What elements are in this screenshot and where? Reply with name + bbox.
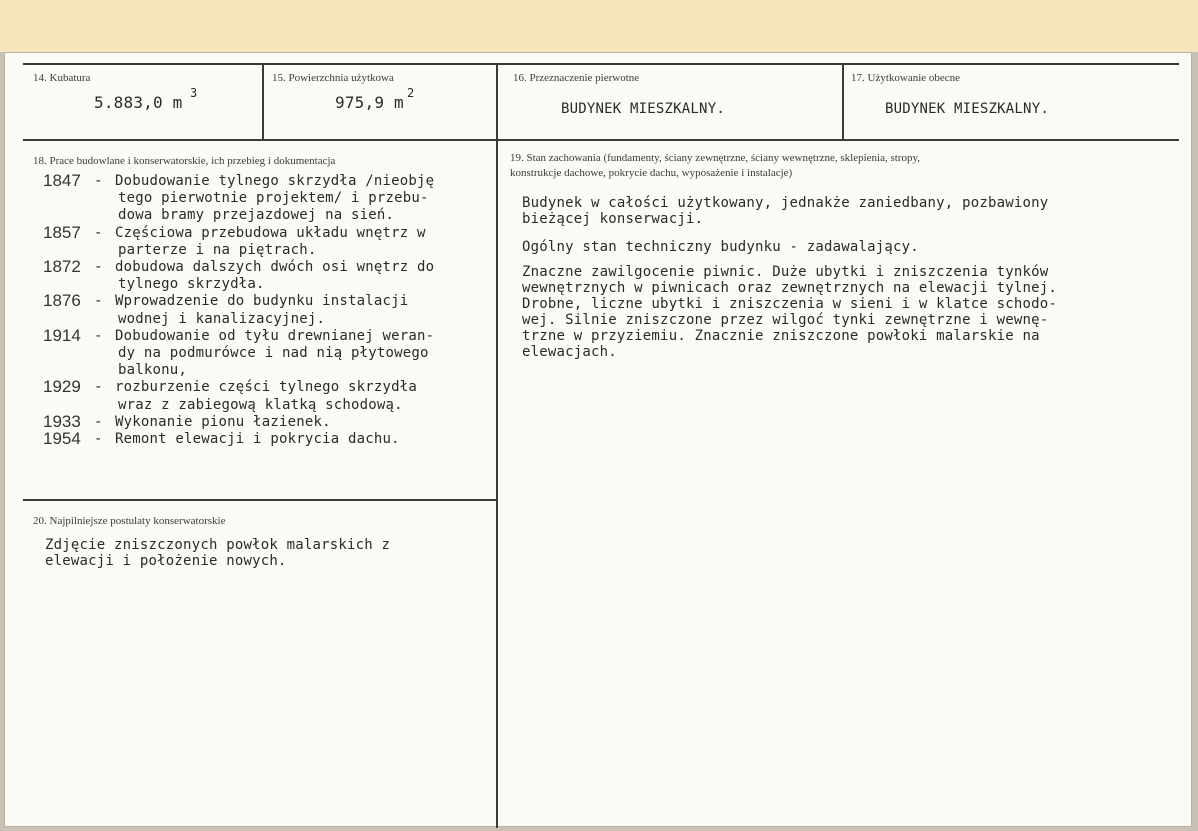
prace-dash: - <box>94 293 103 310</box>
powierzchnia-exponent: 2 <box>407 86 415 100</box>
prace-entry-line: Wykonanie pionu łazienek. <box>115 413 331 430</box>
prace-entry-line: rozburzenie części tylnego skrzydła <box>115 379 418 396</box>
kubatura-exponent: 3 <box>190 86 198 100</box>
kubatura-label: 14. Kubatura <box>33 72 91 84</box>
prace-dash: - <box>94 413 103 430</box>
prace-entry-line: dy na podmurówce i nad nią płytowego <box>118 345 429 361</box>
prace-year: 1933 <box>43 411 81 431</box>
prace-entry-line: Częściowa przebudowa układu wnętrz w <box>115 224 426 241</box>
row1-bottom-rule <box>23 139 1179 141</box>
divider-14-15 <box>262 63 264 141</box>
postulaty-text: Zdjęcie zniszczonych powłok malarskich z elewacji i położenie nowych. <box>45 537 391 569</box>
prace-entry-line: dowa bramy przejazdowej na sień. <box>118 207 395 224</box>
stan-paragraph-3: Znaczne zawilgocenie piwnic. Duże ubytki i zniszczenia tynków wewnętrznych w piwnicach oraz zewnętrznych na elewacji tylnej. Drobne, liczne ubytki i zniszczenia w sieni i w klatce schodo- wej. Silnie zniszczone przez wilgoć tynki zewnętrzne i wewnę- trzne w przyziemiu. Znacznie zniszczone powłoki malarskie na elewacjach. <box>522 264 1057 360</box>
section-18-20-rule <box>23 499 496 501</box>
stan-paragraph-2: Ogólny stan techniczny budynku - zadawalający. <box>522 239 919 255</box>
powierzchnia-label: 15. Powierzchnia użytkowa <box>272 72 394 84</box>
przeznaczenie-label: 16. Przeznaczenie pierwotne <box>513 72 640 84</box>
divider-15-16 <box>496 63 498 141</box>
prace-dash: - <box>94 431 103 447</box>
prace-entry-line: Wprowadzenie do budynku instalacji <box>115 293 409 310</box>
prace-entry-line: parterze i na piętrach. <box>118 241 317 258</box>
prace-entry-line: balkonu, <box>118 362 188 379</box>
stan-label-line1: 19. Stan zachowania (fundamenty, ściany zewnętrzne, ściany wewnętrzne, sklepienia, stropy, <box>510 152 921 164</box>
top-paper-band <box>0 0 1198 52</box>
prace-dash: - <box>94 224 103 241</box>
prace-year: 1954 <box>43 429 81 448</box>
prace-entry-line: wodnej i kanalizacyjnej. <box>118 310 326 327</box>
prace-label: 18. Prace budowlane i konserwatorskie, ich przebieg i dokumentacja <box>33 155 336 167</box>
prace-entry-line: tylnego skrzydła. <box>118 276 265 293</box>
record-card <box>4 52 1192 827</box>
prace-dash: - <box>94 327 103 344</box>
prace-year: 1929 <box>43 377 81 397</box>
prace-entry-line: tego pierwotnie projektem/ i przebu- <box>118 190 429 207</box>
prace-dash: - <box>94 173 103 189</box>
stan-label-line2: konstrukcje dachowe, pokrycie dachu, wyposażenie i instalacje) <box>510 167 793 179</box>
postulaty-label: 20. Najpilniejsze postulaty konserwatorskie <box>33 515 226 527</box>
prace-dash: - <box>94 379 103 396</box>
uzytkowanie-label: 17. Użytkowanie obecne <box>851 72 961 84</box>
main-vertical-divider <box>496 141 498 828</box>
prace-entry-line: dobudowa dalszych dwóch osi wnętrz do <box>115 259 435 275</box>
uzytkowanie-value: BUDYNEK MIESZKALNY. <box>885 101 1049 117</box>
przeznaczenie-value: BUDYNEK MIESZKALNY. <box>561 101 725 117</box>
prace-year: 1857 <box>43 222 81 242</box>
divider-16-17 <box>842 63 844 141</box>
prace-year: 1847 <box>43 171 81 190</box>
prace-entry-line: wraz z zabiegową klatką schodową. <box>118 396 403 413</box>
stan-paragraph-1: Budynek w całości użytkowany, jednakże zaniedbany, pozbawiony bieżącej konserwacji. <box>522 195 1049 227</box>
prace-entry-line: Remont elewacji i pokrycia dachu. <box>115 431 400 447</box>
kubatura-value: 5.883,0 m <box>94 93 183 112</box>
powierzchnia-value: 975,9 m <box>335 93 404 112</box>
prace-dash: - <box>94 259 103 275</box>
prace-year: 1914 <box>43 325 81 345</box>
prace-entry-line: Dobudowanie tylnego skrzydła /nieobję <box>115 173 435 189</box>
prace-entry-line: Dobudowanie od tyłu drewnianej weran- <box>115 327 435 344</box>
top-rule <box>23 63 1179 65</box>
prace-year: 1872 <box>43 257 81 276</box>
prace-year: 1876 <box>43 291 81 311</box>
